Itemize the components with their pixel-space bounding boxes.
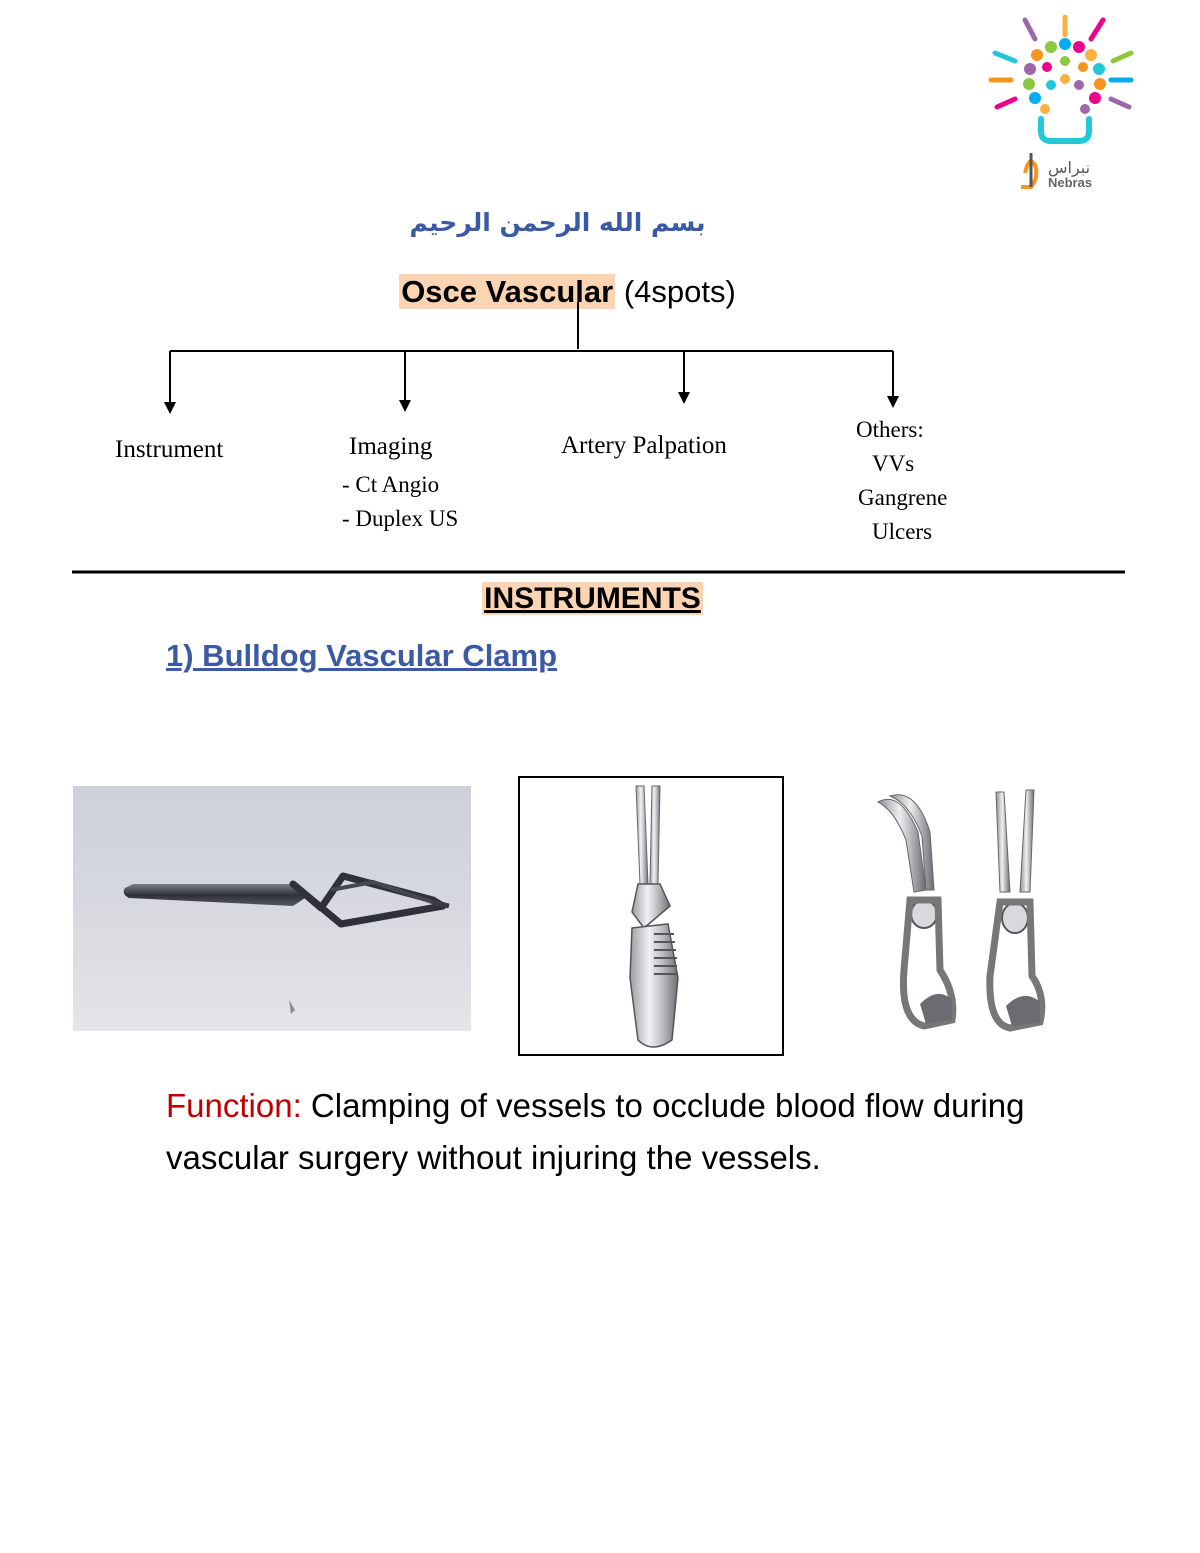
section-heading-text: INSTRUMENTS — [484, 582, 701, 615]
branch-imaging: Imaging — [349, 433, 433, 460]
branch-artery-palpation: Artery Palpation — [561, 432, 727, 459]
function-label: Function: — [166, 1087, 302, 1124]
title-suffix: (4spots) — [623, 274, 736, 309]
section-heading — [0, 580, 1185, 618]
imaging-item: - Ct Angio — [342, 472, 440, 497]
others-item: Gangrene — [858, 485, 948, 510]
basmala-text: بسم الله الرحمن الرحيم — [409, 208, 706, 237]
imaging-item: - Duplex US — [342, 506, 459, 531]
instrument-function — [166, 1080, 1066, 1184]
title-main: Osce Vascular — [401, 274, 614, 309]
others-item: Ulcers — [872, 519, 933, 544]
bulldog-clamp-pair-illustration — [860, 780, 1075, 1040]
bulldog-clamp-photo — [73, 786, 471, 1031]
branch-others — [856, 413, 947, 549]
bulldog-clamp-illustration — [518, 776, 784, 1056]
logo-arabic-name: نبراس — [1048, 158, 1091, 177]
imaging-items — [342, 468, 458, 536]
logo-english-name: Nebras — [1048, 175, 1093, 190]
others-label: Others: — [856, 417, 924, 442]
function-text: Clamping of vessels to occlude blood flow during vascular surgery without injuring the vessels. — [166, 1087, 1025, 1176]
branch-diagram-lines — [0, 0, 1200, 600]
instrument-heading: 1) Bulldog Vascular Clamp — [166, 638, 558, 673]
others-item: VVs — [872, 451, 915, 476]
branch-instrument: Instrument — [115, 436, 224, 463]
